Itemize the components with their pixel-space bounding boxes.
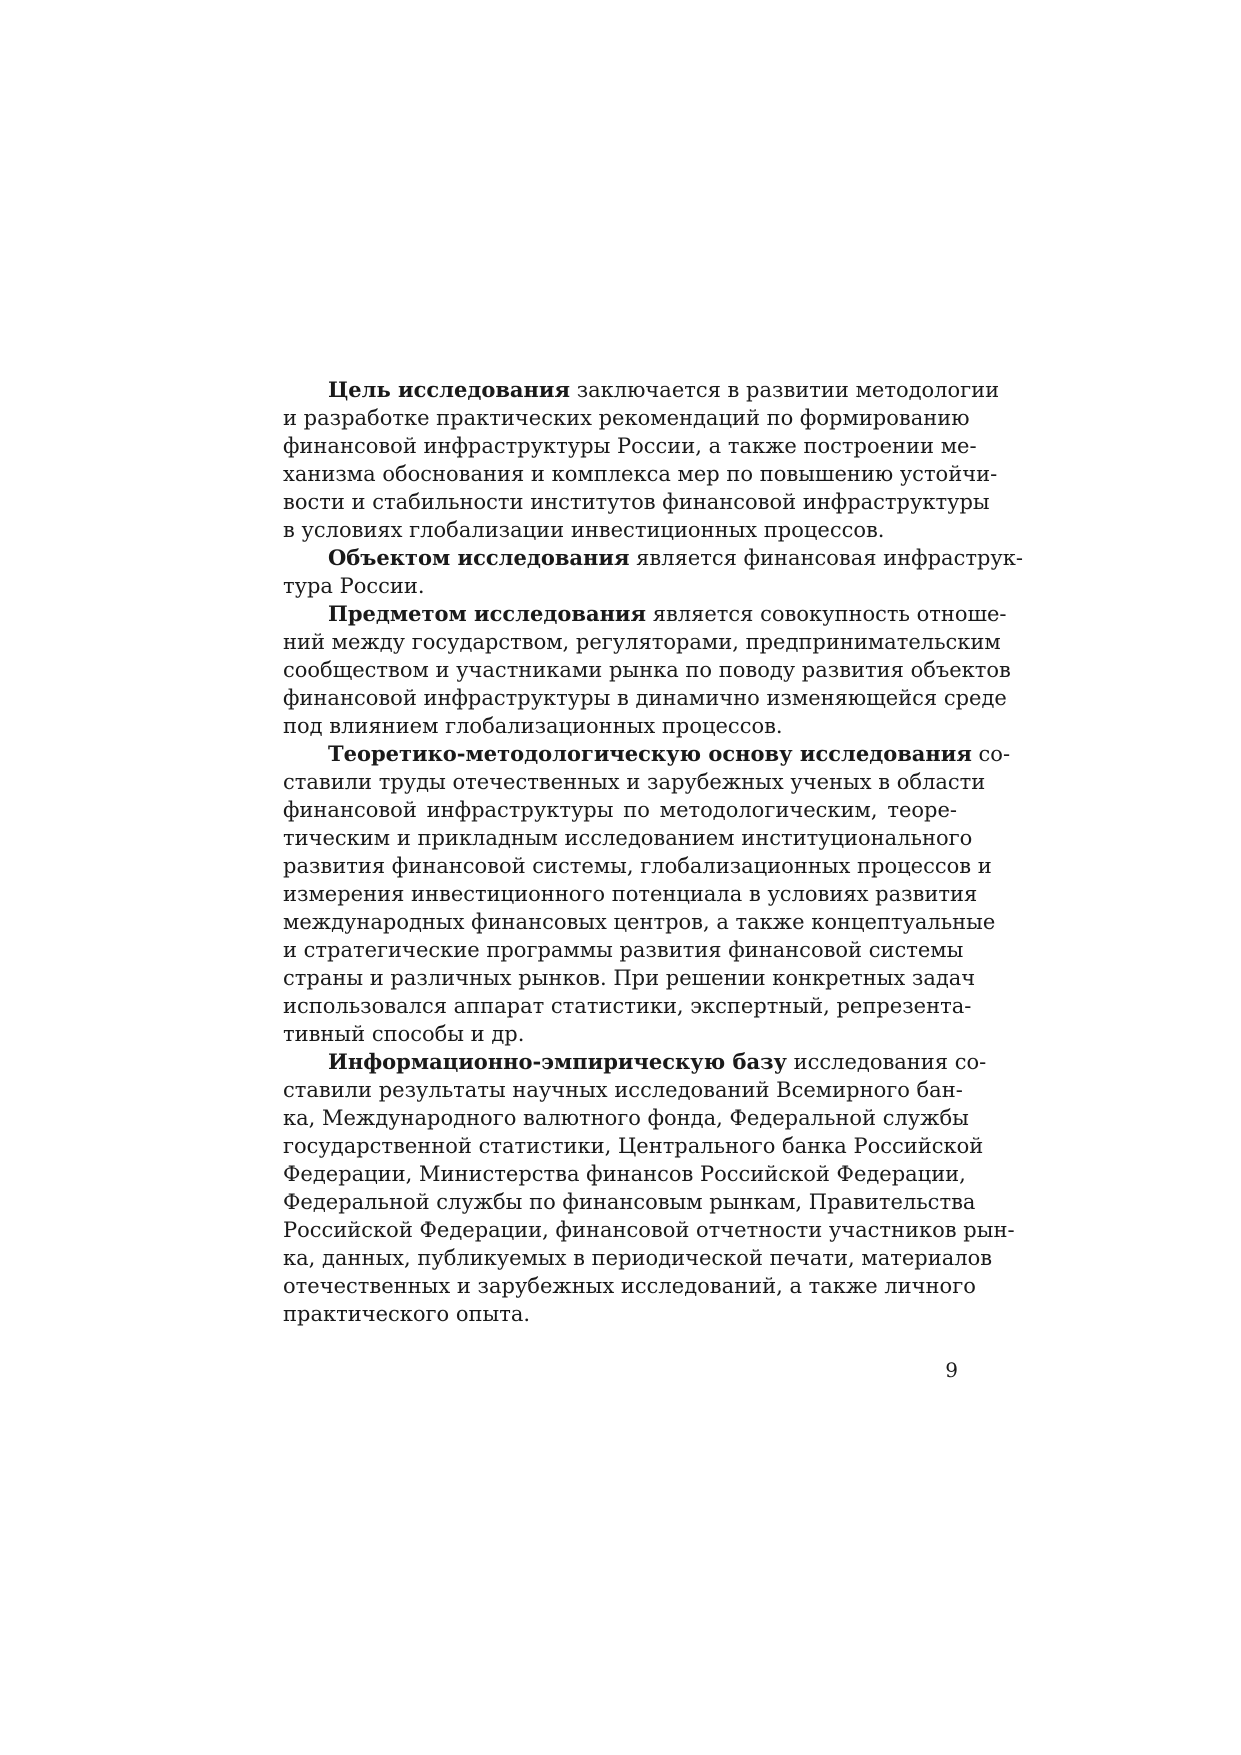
research-object-heading: Объектом исследования	[328, 545, 630, 570]
paragraph-methodological-basis	[283, 740, 1011, 1048]
paragraph-line: финансовой инфраструктуры в динамично изменяющейся среде	[283, 686, 1007, 710]
paragraph-line: ка, Международного валютного фонда, Федеральной службы	[283, 1106, 969, 1130]
page-number: 9	[945, 1358, 958, 1382]
paragraph-line: Федерации, Министерства финансов Российской Федерации,	[283, 1162, 966, 1186]
paragraph-line: ставили труды отечественных и зарубежных ученых в области	[283, 770, 986, 794]
paragraph-line: ка, данных, публикуемых в периодической печати, материалов	[283, 1246, 993, 1270]
research-subject-heading: Предметом исследования	[328, 601, 647, 626]
paragraph-line: ханизма обоснования и комплекса мер по повышению устойчи-	[283, 462, 998, 486]
paragraph-line: под влиянием глобализационных процессов.	[283, 714, 783, 738]
research-goal-heading: Цель исследования	[328, 377, 571, 402]
paragraph-line: Теоретико-методологическую основу исследования со-	[328, 741, 1011, 766]
paragraph-line: государственной статистики, Центрального банка Российской	[283, 1134, 984, 1158]
paragraph-line: Информационно-эмпирическую базу исследования со-	[328, 1049, 987, 1074]
methodological-basis-heading: Теоретико-методологическую основу исследования	[328, 741, 972, 766]
empirical-base-heading: Информационно-эмпирическую базу	[328, 1049, 787, 1074]
paragraph-line: тивный способы и др.	[283, 1022, 525, 1046]
paragraph-line: международных финансовых центров, а также концептуальные	[283, 910, 996, 934]
paragraph-line: тическим и прикладным исследованием институционального	[283, 826, 973, 850]
paragraph-line: тура России.	[283, 574, 425, 598]
paragraph-empirical-base	[283, 1048, 1015, 1328]
page-body	[283, 376, 1023, 1328]
paragraph-research-goal	[283, 376, 1000, 544]
paragraph-line: развития финансовой системы, глобализационных процессов и	[283, 854, 992, 878]
paragraph-line: отечественных и зарубежных исследований, а также личного	[283, 1274, 976, 1298]
paragraph-line: ний между государством, регуляторами, предпринимательским	[283, 630, 1001, 654]
paragraph-line: практического опыта.	[283, 1302, 531, 1326]
paragraph-line: Федеральной службы по финансовым рынкам, Правительства	[283, 1190, 976, 1214]
paragraph-line: страны и различных рынков. При решении конкретных задач	[283, 966, 976, 990]
paragraph-line: Предметом исследования является совокупность отноше-	[328, 601, 1007, 626]
paragraph-line: финансовой инфраструктуры России, а также построении ме-	[283, 434, 977, 458]
paragraph-line: использовался аппарат статистики, экспертный, репрезента-	[283, 994, 972, 1018]
paragraph-line: в условиях глобализации инвестиционных процессов.	[283, 518, 885, 542]
paragraph-line: Объектом исследования является финансовая инфраструк-	[328, 545, 1023, 570]
paragraph-line: Российской Федерации, финансовой отчетности участников рын-	[283, 1218, 1015, 1242]
paragraph-line: ставили результаты научных исследований Всемирного бан-	[283, 1078, 963, 1102]
paragraph-research-subject	[283, 600, 1011, 740]
paragraph-line: вости и стабильности институтов финансовой инфраструктуры	[283, 490, 990, 514]
paragraph-line: измерения инвестиционного потенциала в условиях развития	[283, 882, 978, 906]
paragraph-line: Цель исследования заключается в развитии методологии	[328, 377, 1000, 402]
paragraph-research-object	[283, 544, 1023, 600]
paragraph-line: и стратегические программы развития финансовой системы	[283, 938, 964, 962]
paragraph-line: финансовой инфраструктуры по методологическим, теоре-	[283, 798, 957, 822]
paragraph-line: сообществом и участниками рынка по поводу развития объектов	[283, 658, 1011, 682]
paragraph-line: и разработке практических рекомендаций по формированию	[283, 406, 970, 430]
